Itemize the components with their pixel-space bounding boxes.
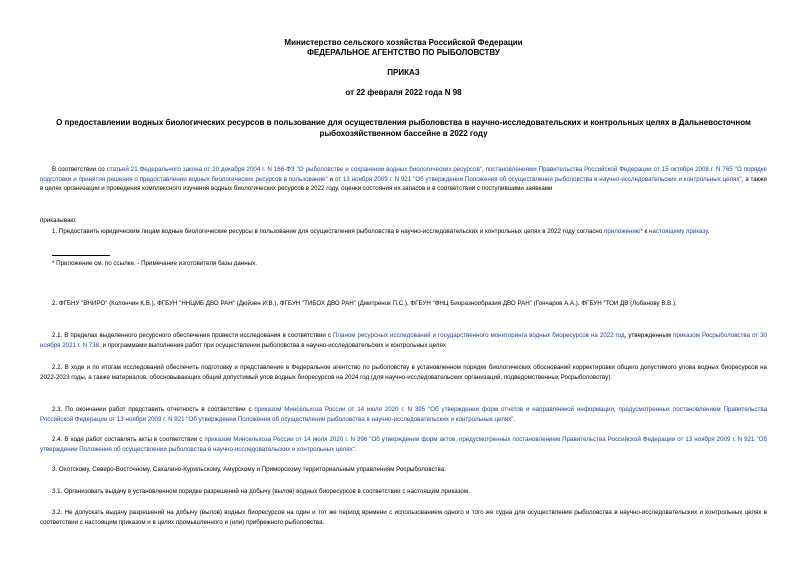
link-appendix[interactable]: приложению — [604, 228, 641, 235]
item-2: 2. ФГБНУ "ВНИРО" (Колончин К.В.), ФГБУН "ННЦМБ ДВО РАН" (Дюйзен И.В.), ФГБУН "ТИБОХ ДВО РАН" (Дмитренок П.С.), ФГБУН "ФНЦ Биоразнообразия ДВО РАН" (Гончаров А.А.), ФГБУН "ТОИ ДВ (Лобанову В.В.): — [52, 300, 677, 307]
date-number-heading: от 22 февраля 2022 года N 98 — [345, 88, 462, 97]
footnote: * Приложение см. по ссылке. - Примечание изготовителя базы данных. — [52, 260, 257, 267]
agency-heading: ФЕДЕРАЛЬНОЕ АГЕНТСТВО ПО РЫБОЛОВСТВУ — [307, 48, 500, 57]
item-2-1 — [40, 331, 767, 350]
item-text: , утвержденным — [624, 332, 674, 339]
item-text: . — [354, 445, 357, 453]
link-this-order[interactable]: настоящему приказу — [648, 228, 708, 235]
order-word: приказываю: — [40, 217, 77, 224]
intro-text: , а также в целях организации и проведения комплексного изучения водных биологических ресурсов в 2022 году, оценки состояния их запасов и в соответствии с поступившими заявками — [40, 175, 768, 193]
item-3-2: 3.2. Не допускать выдачу разрешений на добычу (вылов) водных биоресурсов на один и тот же период времени с использованием одного и того же судна для осуществления рыболовства в научно-исследовательских и контрольных целях в соответствии с настоящим приказом и в целях промышленного и (или) прибрежного рыболовства. — [40, 509, 767, 526]
item-text: . — [513, 415, 516, 423]
item-text: * к — [640, 228, 649, 235]
intro-text: В соответствии со — [52, 166, 107, 173]
item-1 — [40, 227, 767, 237]
item-text: , и программами выполнения работ при осуществлении рыболовства в научно-исследовательских и контрольных целях — [99, 341, 446, 349]
intro-text: и — [327, 175, 335, 183]
item-text: 2.3. По окончании работ представить отчетность в соответствии с — [52, 406, 255, 413]
item-2-4 — [40, 435, 767, 454]
link-rosrybolovstvo-order-738[interactable]: приказом Росрыболовства от 30 ноября 2021 г. N 738 — [40, 332, 767, 349]
item-2-2: 2.2. В ходе и по итогам исследований обеспечить подготовку и представление в Федеральное агентство по рыболовству в установленном порядке биологических обоснований корректировки общего допустимого улова водных биоресурсов на 2022-2023 годы, а также материалов, обосновывающих общий допустимый улов водных биоресурсов на 2024 год (для научно-исследовательских организаций, подведомственных Росрыболовству). — [40, 364, 767, 381]
link-government-decree-765[interactable]: постановлениями Правительства Российской Федерации от 15 октября 2008 г. N 765 "О порядке подготовки и принятия решения о предоставлении водных биологических ресурсов в пользование" — [40, 166, 767, 183]
doc-type-heading: ПРИКАЗ — [387, 68, 420, 77]
intro-paragraph — [40, 165, 767, 194]
link-minselkhoz-order-395[interactable]: приказом Минсельхоза России от 14 июля 2020 г. N 395 "Об утверждении форм отчетов и направляемой информации, предусмотренных постановлением Правительства Российской Федерации от 13 ноября 2009 г. N 921 "Об утверждении Положения об осуществлении рыболовства в научно-исследовательских и контрольных целях" — [40, 406, 767, 423]
item-text: . — [707, 228, 710, 235]
footnote-divider — [52, 255, 110, 256]
item-3: 3. Охотскому, Северо-Восточному, Сахалино-Курильскому, Амурскому и Приморскому территориальным управлениям Росрыболовства: — [52, 466, 446, 473]
link-government-decree-921[interactable]: от 13 ноября 2009 г. N 921 "Об утверждении Положения об осуществлении рыболовства в научно-исследовательских и контрольных целях" — [334, 175, 742, 183]
item-text: 2.1. В пределах выделенного ресурсного обеспечения провести исследования в соответствии с — [52, 332, 333, 339]
document-title: О предоставлении водных биологических ресурсов в пользование для осуществления рыболовства в научно-исследовательских и контрольных целях в Дальневосточном рыбохозяйственном бассейне в 2022 году — [56, 118, 751, 138]
item-3-1: 3.1. Организовать выдачу в установленном порядке разрешений на добычу (вылов) водных биоресурсов в соответствии с настоящим приказом. — [52, 488, 470, 495]
intro-text: , — [481, 166, 486, 173]
link-federal-law[interactable]: статьей 21 Федерального закона от 20 декабря 2004 г. N 166-ФЗ "О рыболовстве и сохранении водных биологических ресурсов" — [106, 166, 482, 173]
item-text: 2.4. В ходе работ составлять акты в соответствии с — [52, 436, 205, 443]
ministry-heading: Министерство сельского хозяйства Российской Федерации — [284, 38, 523, 47]
item-2-3 — [40, 405, 767, 424]
link-research-plan[interactable]: Планом ресурсных исследований и государственного мониторинга водных биоресурсов на 2022 год — [332, 332, 625, 339]
item-text: 1. Предоставить юридическим лицам водные биологические ресурсы в пользование для осуществления рыболовства в научно-исследовательских и контрольных целях в 2022 году согласно — [52, 228, 605, 235]
link-minselkhoz-order-396[interactable]: приказом Минсельхоза России от 14 июля 2020 г. N 396 "Об утверждении форм актов, предусмотренных постановлением Правительства Российской Федерации от 13 ноября 2009 г. N 921 "Об утверждении Положения об осуществлении рыболовства в научно-исследовательских и контрольных целях" — [40, 436, 767, 453]
